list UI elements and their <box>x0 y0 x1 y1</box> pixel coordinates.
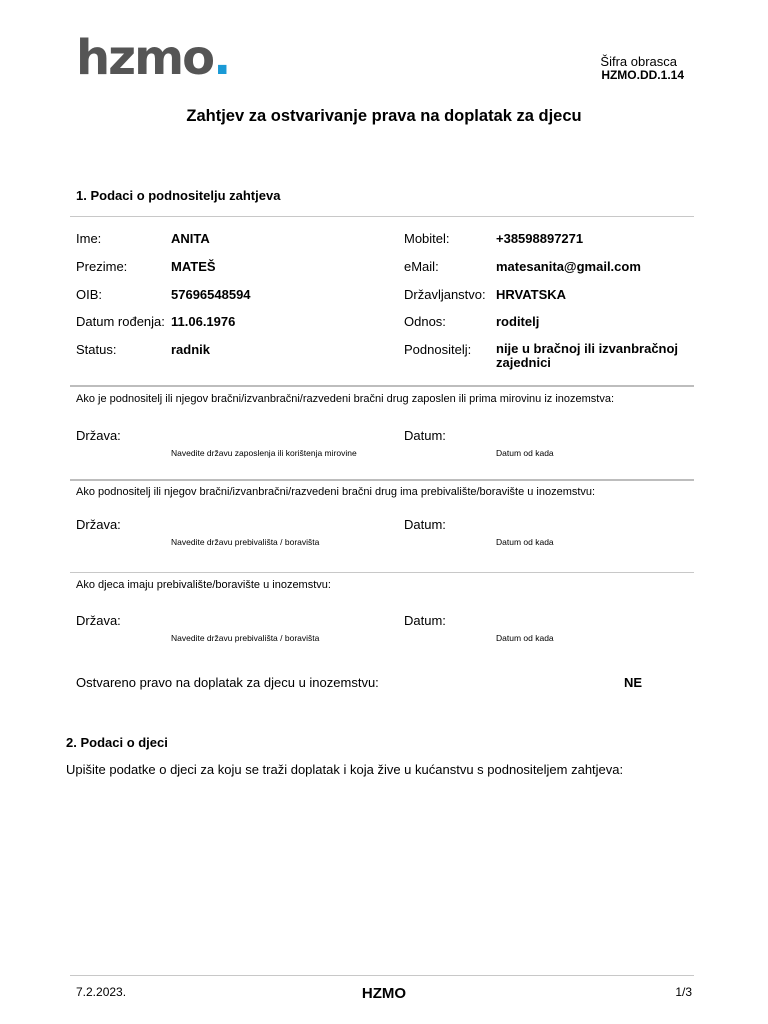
page-title: Zahtjev za ostvarivanje prava na doplatak za djecu <box>186 107 582 125</box>
form-code: HZMO.DD.1.14 <box>601 68 684 82</box>
children-abroad-question: Ako djeca imaju prebivalište/boravište u inozemstvu: <box>76 579 331 591</box>
relation-value: roditelj <box>496 314 540 329</box>
abroad-employment-date-hint: Datum od kada <box>496 448 554 458</box>
birth-date-value: 11.06.1976 <box>171 314 236 329</box>
abroad-residence-date-hint: Datum od kada <box>496 537 554 547</box>
abroad-employment-question: Ako je podnositelj ili njegov bračni/izvanbračni/razvedeni bračni drug zaposlen ili prima mirovinu iz inozemstva: <box>76 393 615 405</box>
section2-description: Upišite podatke o djeci za koju se traži doplatak i koja žive u kućanstvu s podnositeljem zahtjeva: <box>66 762 624 777</box>
abroad-allowance-label: Ostvareno pravo na doplatak za djecu u inozemstvu: <box>76 675 379 690</box>
page-number: 1/3 <box>675 985 692 999</box>
logo-text: hzmo <box>76 30 214 86</box>
children-abroad-date-hint: Datum od kada <box>496 633 554 643</box>
birth-date-label: Datum rođenja: <box>76 314 165 329</box>
citizenship-value: HRVATSKA <box>496 287 567 302</box>
abroad-allowance-value: NE <box>624 675 643 690</box>
first-name-value: ANITA <box>171 231 210 246</box>
divider <box>70 385 694 387</box>
applicant-value: nije u bračnoj ili izvanbračnoj zajednici <box>496 341 679 370</box>
abroad-residence-country-label: Država: <box>76 517 121 532</box>
children-abroad-country-hint: Navedite državu prebivališta / boravišta <box>171 633 320 643</box>
citizenship-label: Državljanstvo: <box>404 287 486 302</box>
abroad-residence-country-hint: Navedite državu prebivališta / boravišta <box>171 537 320 547</box>
applicant-label: Podnositelj: <box>404 342 472 357</box>
status-value: radnik <box>171 342 211 357</box>
section1-heading: 1. Podaci o podnositelju zahtjeva <box>76 188 281 203</box>
form-code-label: Šifra obrasca <box>600 54 677 69</box>
oib-value: 57696548594 <box>171 287 251 302</box>
mobile-value: +38598897271 <box>496 231 584 246</box>
hzmo-logo <box>76 30 229 86</box>
divider <box>70 572 694 573</box>
footer-date: 7.2.2023. <box>76 985 127 999</box>
abroad-employment-country-label: Država: <box>76 428 121 443</box>
abroad-employment-date-label: Datum: <box>404 428 446 443</box>
email-value: matesanita@gmail.com <box>496 259 641 274</box>
last-name-label: Prezime: <box>76 259 128 274</box>
divider <box>70 479 694 481</box>
mobile-label: Mobitel: <box>404 231 450 246</box>
abroad-residence-date-label: Datum: <box>404 517 446 532</box>
footer-brand: HZMO <box>361 985 407 1002</box>
abroad-employment-country-hint: Navedite državu zaposlenja ili korištenja mirovine <box>171 448 357 458</box>
status-label: Status: <box>76 342 117 357</box>
logo-dot: . <box>213 30 230 86</box>
first-name-label: Ime: <box>76 231 102 246</box>
footer-divider <box>70 975 694 976</box>
children-abroad-date-label: Datum: <box>404 613 446 628</box>
email-label: eMail: <box>404 259 439 274</box>
divider <box>70 216 694 217</box>
section2-heading: 2. Podaci o djeci <box>66 735 168 750</box>
relation-label: Odnos: <box>404 314 446 329</box>
abroad-residence-question: Ako podnositelj ili njegov bračni/izvanbračni/razvedeni bračni drug ima prebivalište/boravište u inozemstvu: <box>76 486 596 498</box>
last-name-value: MATEŠ <box>171 259 216 274</box>
children-abroad-country-label: Država: <box>76 613 121 628</box>
oib-label: OIB: <box>76 287 103 302</box>
